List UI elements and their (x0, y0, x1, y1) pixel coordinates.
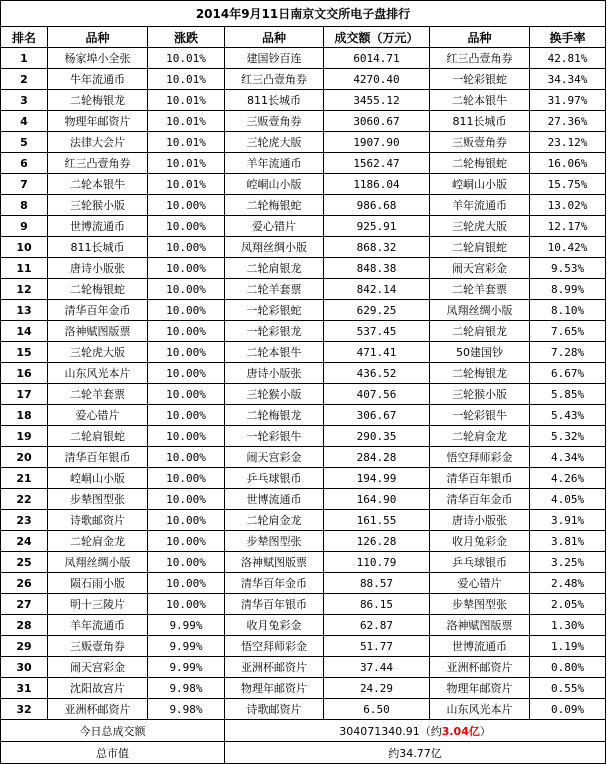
variety-cell-1: 崆峒山小版 (48, 468, 148, 489)
volume-cell: 537.45 (324, 321, 430, 342)
variety-cell-1: 诗歌邮资片 (48, 510, 148, 531)
market-value-label: 总市值 (1, 742, 225, 764)
volume-cell: 290.35 (324, 426, 430, 447)
variety-cell-3: 世博流通币 (430, 636, 530, 657)
table-row (1, 90, 606, 111)
variety-cell-2: 二轮肩金龙 (225, 510, 324, 531)
change-cell: 10.01% (148, 69, 225, 90)
variety-cell-1: 811长城币 (48, 237, 148, 258)
total-volume-paren-close: ） (479, 724, 491, 738)
variety-cell-3: 二轮肩金龙 (430, 426, 530, 447)
variety-cell-2: 二轮肩银龙 (225, 258, 324, 279)
volume-cell: 842.14 (324, 279, 430, 300)
volume-cell: 24.29 (324, 678, 430, 699)
change-cell: 9.99% (148, 636, 225, 657)
rank-cell: 30 (1, 657, 48, 678)
variety-cell-1: 红三凸壹角券 (48, 153, 148, 174)
turnover-cell: 7.65% (530, 321, 606, 342)
table-row (1, 48, 606, 69)
variety-cell-3: 亚洲杯邮资片 (430, 657, 530, 678)
volume-cell: 194.99 (324, 468, 430, 489)
table-row (1, 552, 606, 573)
variety-cell-3: 乒乓球银币 (430, 552, 530, 573)
volume-cell: 110.79 (324, 552, 430, 573)
variety-cell-1: 二轮梅银蛇 (48, 279, 148, 300)
table-row (1, 300, 606, 321)
variety-cell-2: 步辇图型张 (225, 531, 324, 552)
summary-market-row (1, 742, 606, 764)
variety-cell-1: 二轮羊套票 (48, 384, 148, 405)
market-value: 约34.77亿 (225, 742, 606, 764)
change-cell: 10.00% (148, 237, 225, 258)
turnover-cell: 4.05% (530, 489, 606, 510)
variety-cell-3: 物理年邮资片 (430, 678, 530, 699)
change-cell: 10.01% (148, 132, 225, 153)
title-row (1, 1, 606, 27)
turnover-cell: 8.10% (530, 300, 606, 321)
rank-cell: 23 (1, 510, 48, 531)
header-row (1, 27, 606, 48)
volume-cell: 471.41 (324, 342, 430, 363)
variety-cell-3: 悟空拜师彩金 (430, 447, 530, 468)
rank-cell: 9 (1, 216, 48, 237)
turnover-cell: 8.99% (530, 279, 606, 300)
variety-cell-1: 清华百年金币 (48, 300, 148, 321)
total-volume-label: 今日总成交额 (1, 720, 225, 742)
table-row (1, 69, 606, 90)
header-variety-3: 品种 (430, 27, 530, 48)
variety-cell-3: 一轮彩银蛇 (430, 69, 530, 90)
turnover-cell: 2.48% (530, 573, 606, 594)
variety-cell-3: 二轮本银牛 (430, 90, 530, 111)
total-volume-paren-open: （约 (419, 724, 442, 738)
variety-cell-3: 山东风光本片 (430, 699, 530, 720)
table-row (1, 573, 606, 594)
summary-body (1, 720, 606, 764)
header-variety-2: 品种 (225, 27, 324, 48)
turnover-cell: 3.91% (530, 510, 606, 531)
change-cell: 10.00% (148, 279, 225, 300)
variety-cell-3: 二轮羊套票 (430, 279, 530, 300)
turnover-cell: 31.97% (530, 90, 606, 111)
change-cell: 10.00% (148, 363, 225, 384)
variety-cell-1: 二轮梅银龙 (48, 90, 148, 111)
turnover-cell: 1.30% (530, 615, 606, 636)
turnover-cell: 6.67% (530, 363, 606, 384)
volume-cell: 62.87 (324, 615, 430, 636)
table-row (1, 132, 606, 153)
variety-cell-2: 羊年流通币 (225, 153, 324, 174)
volume-cell: 6014.71 (324, 48, 430, 69)
rank-cell: 2 (1, 69, 48, 90)
turnover-cell: 16.06% (530, 153, 606, 174)
volume-cell: 4270.40 (324, 69, 430, 90)
variety-cell-2: 清华百年金币 (225, 573, 324, 594)
variety-cell-1: 法律大会片 (48, 132, 148, 153)
variety-cell-3: 811长城币 (430, 111, 530, 132)
variety-cell-3: 二轮梅银蛇 (430, 153, 530, 174)
turnover-cell: 4.26% (530, 468, 606, 489)
table-row (1, 153, 606, 174)
table-title: 2014年9月11日南京文交所电子盘排行 (1, 1, 606, 27)
volume-cell: 51.77 (324, 636, 430, 657)
change-cell: 10.00% (148, 216, 225, 237)
variety-cell-1: 三轮虎大版 (48, 342, 148, 363)
volume-cell: 88.57 (324, 573, 430, 594)
volume-cell: 848.38 (324, 258, 430, 279)
table-row (1, 426, 606, 447)
turnover-cell: 5.32% (530, 426, 606, 447)
variety-cell-3: 50建国钞 (430, 342, 530, 363)
table-row (1, 384, 606, 405)
variety-cell-1: 物理年邮资片 (48, 111, 148, 132)
variety-cell-2: 二轮本银牛 (225, 342, 324, 363)
volume-cell: 164.90 (324, 489, 430, 510)
variety-cell-3: 二轮梅银龙 (430, 363, 530, 384)
volume-cell: 986.68 (324, 195, 430, 216)
volume-cell: 3455.12 (324, 90, 430, 111)
table-row (1, 699, 606, 720)
header-change: 涨跌 (148, 27, 225, 48)
variety-cell-1: 爱心错片 (48, 405, 148, 426)
variety-cell-3: 三轮猴小版 (430, 384, 530, 405)
volume-cell: 407.56 (324, 384, 430, 405)
variety-cell-3: 清华百年银币 (430, 468, 530, 489)
variety-cell-1: 二轮肩银蛇 (48, 426, 148, 447)
change-cell: 10.00% (148, 594, 225, 615)
variety-cell-1: 陨石雨小版 (48, 573, 148, 594)
variety-cell-1: 羊年流通币 (48, 615, 148, 636)
volume-cell: 126.28 (324, 531, 430, 552)
rank-cell: 11 (1, 258, 48, 279)
total-volume-value-cell (225, 720, 606, 742)
rank-cell: 16 (1, 363, 48, 384)
variety-cell-3: 洛神赋图版票 (430, 615, 530, 636)
rank-cell: 1 (1, 48, 48, 69)
variety-cell-3: 步辇图型张 (430, 594, 530, 615)
variety-cell-1: 唐诗小版张 (48, 258, 148, 279)
table-row (1, 321, 606, 342)
header-turnover: 换手率 (530, 27, 606, 48)
variety-cell-1: 亚洲杯邮资片 (48, 699, 148, 720)
variety-cell-1: 三轮猴小版 (48, 195, 148, 216)
change-cell: 10.00% (148, 489, 225, 510)
table-row (1, 195, 606, 216)
rank-cell: 6 (1, 153, 48, 174)
table-row (1, 447, 606, 468)
rank-cell: 4 (1, 111, 48, 132)
change-cell: 10.00% (148, 447, 225, 468)
rank-cell: 15 (1, 342, 48, 363)
variety-cell-3: 三轮虎大版 (430, 216, 530, 237)
table-row (1, 615, 606, 636)
rank-cell: 22 (1, 489, 48, 510)
table-row (1, 510, 606, 531)
variety-cell-2: 三贩壹角券 (225, 111, 324, 132)
variety-cell-2: 收月兔彩金 (225, 615, 324, 636)
volume-cell: 86.15 (324, 594, 430, 615)
variety-cell-2: 二轮梅银蛇 (225, 195, 324, 216)
header-variety-1: 品种 (48, 27, 148, 48)
variety-cell-2: 崆峒山小版 (225, 174, 324, 195)
header-volume: 成交额（万元） (324, 27, 430, 48)
total-volume-value: 304071340.91 (339, 724, 420, 738)
turnover-cell: 2.05% (530, 594, 606, 615)
rank-cell: 5 (1, 132, 48, 153)
change-cell: 9.98% (148, 678, 225, 699)
turnover-cell: 5.85% (530, 384, 606, 405)
turnover-cell: 12.17% (530, 216, 606, 237)
rank-cell: 24 (1, 531, 48, 552)
total-volume-approx: 3.04亿 (441, 724, 480, 738)
table-row (1, 468, 606, 489)
variety-cell-3: 唐诗小版张 (430, 510, 530, 531)
change-cell: 10.01% (148, 90, 225, 111)
variety-cell-2: 811长城币 (225, 90, 324, 111)
table-row (1, 594, 606, 615)
turnover-cell: 0.80% (530, 657, 606, 678)
table-row (1, 279, 606, 300)
change-cell: 10.00% (148, 195, 225, 216)
variety-cell-1: 二轮肩金龙 (48, 531, 148, 552)
change-cell: 10.01% (148, 111, 225, 132)
turnover-cell: 23.12% (530, 132, 606, 153)
rank-cell: 8 (1, 195, 48, 216)
rank-cell: 32 (1, 699, 48, 720)
variety-cell-2: 红三凸壹角券 (225, 69, 324, 90)
volume-cell: 306.67 (324, 405, 430, 426)
turnover-cell: 5.43% (530, 405, 606, 426)
variety-cell-1: 闹天宫彩金 (48, 657, 148, 678)
variety-cell-3: 二轮肩银龙 (430, 321, 530, 342)
header-rank: 排名 (1, 27, 48, 48)
variety-cell-2: 一轮彩银蛇 (225, 300, 324, 321)
variety-cell-3: 闹天宫彩金 (430, 258, 530, 279)
volume-cell: 629.25 (324, 300, 430, 321)
volume-cell: 868.32 (324, 237, 430, 258)
rank-cell: 29 (1, 636, 48, 657)
variety-cell-3: 收月兔彩金 (430, 531, 530, 552)
rank-cell: 7 (1, 174, 48, 195)
variety-cell-2: 三轮虎大版 (225, 132, 324, 153)
table-row (1, 405, 606, 426)
turnover-cell: 0.55% (530, 678, 606, 699)
variety-cell-2: 物理年邮资片 (225, 678, 324, 699)
variety-cell-1: 牛年流通币 (48, 69, 148, 90)
variety-cell-3: 凤翔丝绸小版 (430, 300, 530, 321)
table-row (1, 489, 606, 510)
variety-cell-3: 二轮肩银蛇 (430, 237, 530, 258)
variety-cell-3: 崆峒山小版 (430, 174, 530, 195)
rank-cell: 14 (1, 321, 48, 342)
rank-cell: 13 (1, 300, 48, 321)
table-body (1, 1, 606, 720)
change-cell: 10.00% (148, 468, 225, 489)
change-cell: 10.00% (148, 573, 225, 594)
variety-cell-1: 二轮本银牛 (48, 174, 148, 195)
variety-cell-2: 凤翔丝绸小版 (225, 237, 324, 258)
variety-cell-3: 清华百年金币 (430, 489, 530, 510)
turnover-cell: 7.28% (530, 342, 606, 363)
table-row (1, 657, 606, 678)
volume-cell: 436.52 (324, 363, 430, 384)
rank-cell: 17 (1, 384, 48, 405)
table-row (1, 216, 606, 237)
variety-cell-1: 步辇图型张 (48, 489, 148, 510)
variety-cell-1: 杨家埠小全张 (48, 48, 148, 69)
turnover-cell: 3.25% (530, 552, 606, 573)
turnover-cell: 9.53% (530, 258, 606, 279)
turnover-cell: 4.34% (530, 447, 606, 468)
variety-cell-2: 一轮彩银龙 (225, 321, 324, 342)
volume-cell: 3060.67 (324, 111, 430, 132)
variety-cell-1: 三贩壹角券 (48, 636, 148, 657)
volume-cell: 6.50 (324, 699, 430, 720)
change-cell: 10.00% (148, 552, 225, 573)
turnover-cell: 13.02% (530, 195, 606, 216)
table-row (1, 258, 606, 279)
volume-cell: 284.28 (324, 447, 430, 468)
table-row (1, 342, 606, 363)
variety-cell-2: 洛神赋图版票 (225, 552, 324, 573)
variety-cell-2: 二轮梅银龙 (225, 405, 324, 426)
variety-cell-2: 世博流通币 (225, 489, 324, 510)
variety-cell-1: 凤翔丝绸小版 (48, 552, 148, 573)
change-cell: 10.00% (148, 258, 225, 279)
turnover-cell: 42.81% (530, 48, 606, 69)
change-cell: 9.99% (148, 615, 225, 636)
rank-cell: 31 (1, 678, 48, 699)
change-cell: 9.99% (148, 657, 225, 678)
table-row (1, 636, 606, 657)
variety-cell-1: 洛神赋图版票 (48, 321, 148, 342)
variety-cell-2: 唐诗小版张 (225, 363, 324, 384)
volume-cell: 1907.90 (324, 132, 430, 153)
table-row (1, 237, 606, 258)
change-cell: 10.00% (148, 321, 225, 342)
rank-cell: 27 (1, 594, 48, 615)
variety-cell-2: 三轮猴小版 (225, 384, 324, 405)
change-cell: 10.00% (148, 342, 225, 363)
variety-cell-2: 闹天宫彩金 (225, 447, 324, 468)
turnover-cell: 10.42% (530, 237, 606, 258)
variety-cell-3: 红三凸壹角券 (430, 48, 530, 69)
table-row (1, 174, 606, 195)
change-cell: 10.00% (148, 531, 225, 552)
turnover-cell: 27.36% (530, 111, 606, 132)
change-cell: 10.00% (148, 405, 225, 426)
rank-cell: 25 (1, 552, 48, 573)
variety-cell-2: 诗歌邮资片 (225, 699, 324, 720)
variety-cell-2: 建国钞百连 (225, 48, 324, 69)
volume-cell: 37.44 (324, 657, 430, 678)
table-row (1, 111, 606, 132)
change-cell: 10.00% (148, 510, 225, 531)
volume-cell: 1186.04 (324, 174, 430, 195)
turnover-cell: 0.09% (530, 699, 606, 720)
change-cell: 10.00% (148, 300, 225, 321)
volume-cell: 925.91 (324, 216, 430, 237)
variety-cell-1: 山东风光本片 (48, 363, 148, 384)
change-cell: 9.98% (148, 699, 225, 720)
rank-cell: 3 (1, 90, 48, 111)
change-cell: 10.00% (148, 426, 225, 447)
rank-cell: 19 (1, 426, 48, 447)
rank-cell: 12 (1, 279, 48, 300)
volume-cell: 1562.47 (324, 153, 430, 174)
table-row (1, 531, 606, 552)
variety-cell-3: 一轮彩银牛 (430, 405, 530, 426)
variety-cell-2: 亚洲杯邮资片 (225, 657, 324, 678)
variety-cell-2: 悟空拜师彩金 (225, 636, 324, 657)
turnover-cell: 3.81% (530, 531, 606, 552)
turnover-cell: 1.19% (530, 636, 606, 657)
rank-cell: 10 (1, 237, 48, 258)
rank-cell: 28 (1, 615, 48, 636)
variety-cell-1: 沈阳故宫片 (48, 678, 148, 699)
change-cell: 10.01% (148, 174, 225, 195)
variety-cell-2: 一轮彩银牛 (225, 426, 324, 447)
volume-cell: 161.55 (324, 510, 430, 531)
table-row (1, 363, 606, 384)
variety-cell-1: 明十三陵片 (48, 594, 148, 615)
variety-cell-3: 羊年流通币 (430, 195, 530, 216)
turnover-cell: 34.34% (530, 69, 606, 90)
rank-cell: 18 (1, 405, 48, 426)
change-cell: 10.00% (148, 384, 225, 405)
variety-cell-2: 乒乓球银币 (225, 468, 324, 489)
table-row (1, 678, 606, 699)
rank-cell: 26 (1, 573, 48, 594)
variety-cell-3: 爱心错片 (430, 573, 530, 594)
variety-cell-2: 爱心错片 (225, 216, 324, 237)
variety-cell-3: 三贩壹角券 (430, 132, 530, 153)
rank-cell: 21 (1, 468, 48, 489)
variety-cell-2: 二轮羊套票 (225, 279, 324, 300)
variety-cell-1: 清华百年银币 (48, 447, 148, 468)
variety-cell-1: 世博流通币 (48, 216, 148, 237)
change-cell: 10.01% (148, 48, 225, 69)
change-cell: 10.01% (148, 153, 225, 174)
rank-cell: 20 (1, 447, 48, 468)
summary-volume-row (1, 720, 606, 742)
variety-cell-2: 清华百年银币 (225, 594, 324, 615)
turnover-cell: 15.75% (530, 174, 606, 195)
